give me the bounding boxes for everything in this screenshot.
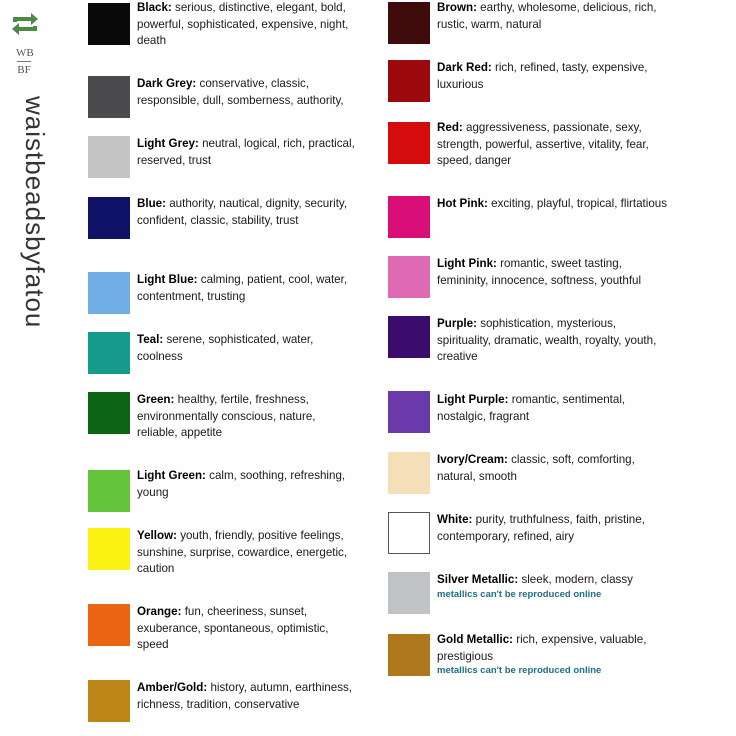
- color-name: Hot Pink:: [437, 197, 488, 210]
- color-swatch: [88, 604, 130, 646]
- color-description: [437, 512, 669, 545]
- color-swatch: [388, 316, 430, 358]
- color-swatch: [88, 680, 130, 722]
- color-meanings: serious, distinctive, elegant, bold, powerful, sophisticated, expensive, night, death: [137, 1, 349, 47]
- color-name: Purple:: [437, 317, 477, 330]
- color-meanings: authority, nautical, dignity, security, confident, classic, stability, trust: [137, 197, 348, 227]
- color-meanings: purity, truthfulness, faith, pristine, contemporary, refined, airy: [437, 513, 645, 543]
- color-meanings: calm, soothing, refreshing, young: [137, 469, 346, 499]
- color-name: Light Pink:: [437, 257, 497, 270]
- color-name: Orange:: [137, 605, 182, 618]
- color-swatch: [88, 470, 130, 512]
- color-swatch: [88, 76, 130, 118]
- color-swatch: [88, 3, 130, 45]
- color-meanings: romantic, sentimental, nostalgic, fragrant: [437, 393, 626, 423]
- color-meanings: sophistication, mysterious, spirituality, dramatic, wealth, royalty, youth, creative: [437, 317, 657, 363]
- color-description: [137, 196, 359, 229]
- logo-divider: [17, 61, 31, 62]
- color-swatch: [388, 452, 430, 494]
- color-swatch: [88, 392, 130, 434]
- color-name: White:: [437, 513, 473, 526]
- color-swatch: [88, 197, 130, 239]
- color-name: Yellow:: [137, 529, 177, 542]
- metallic-note: metallics can't be reproduced online: [437, 665, 602, 676]
- color-description: [437, 572, 669, 601]
- color-description: [437, 60, 669, 93]
- color-meanings: healthy, fertile, freshness, environmentally conscious, nature, reliable, appetite: [137, 393, 316, 439]
- color-swatch: [388, 391, 430, 433]
- color-description: [137, 528, 359, 578]
- color-description: [437, 452, 669, 485]
- color-swatch: [88, 332, 130, 374]
- color-meanings: serene, sophisticated, water, coolness: [137, 333, 314, 363]
- color-description: [137, 680, 359, 713]
- color-swatch: [388, 122, 430, 164]
- color-meanings: neutral, logical, rich, practical, reserved, trust: [137, 137, 355, 167]
- color-description: [137, 272, 359, 305]
- color-meanings: rich, expensive, valuable, prestigious: [437, 633, 647, 663]
- color-meanings: fun, cheeriness, sunset, exuberance, spontaneous, optimistic, speed: [137, 605, 329, 651]
- color-name: Red:: [437, 121, 463, 134]
- color-meaning-chart: [70, 0, 666, 736]
- color-name: Light Blue:: [137, 273, 198, 286]
- color-description: [437, 392, 669, 425]
- color-swatch: [88, 272, 130, 314]
- color-description: [137, 604, 359, 654]
- color-meanings: aggressiveness, passionate, sexy, strength, powerful, assertive, vitality, fear, speed, danger: [437, 121, 649, 167]
- color-swatch: [388, 634, 430, 676]
- color-name: Silver Metallic:: [437, 573, 519, 586]
- color-name: Blue:: [137, 197, 166, 210]
- color-description: [137, 0, 359, 50]
- color-name: Ivory/Cream:: [437, 453, 508, 466]
- color-swatch: [388, 572, 430, 614]
- color-meanings: history, autumn, earthiness, richness, tradition, conservative: [137, 681, 353, 711]
- brand-logo: [16, 46, 32, 77]
- color-swatch: [388, 196, 430, 238]
- color-description: [437, 632, 669, 677]
- color-name: Dark Grey:: [137, 77, 197, 90]
- color-name: Dark Red:: [437, 61, 492, 74]
- color-name: Brown:: [437, 1, 477, 14]
- color-description: [137, 76, 359, 109]
- color-description: [437, 256, 669, 289]
- logo-line-2: BF: [17, 64, 31, 76]
- color-swatch: [88, 136, 130, 178]
- color-swatch: [388, 256, 430, 298]
- color-meanings: classic, soft, comforting, natural, smooth: [437, 453, 635, 483]
- color-name: Gold Metallic:: [437, 633, 514, 646]
- color-meanings: romantic, sweet tasting, femininity, innocence, softness, youthful: [437, 257, 642, 287]
- color-meanings: sleek, modern, classy: [521, 573, 633, 586]
- color-name: Light Green:: [137, 469, 206, 482]
- repost-icon: [9, 10, 41, 38]
- color-meanings: earthy, wholesome, delicious, rich, rustic, warm, natural: [437, 1, 657, 31]
- color-name: Amber/Gold:: [137, 681, 208, 694]
- color-description: [137, 468, 359, 501]
- color-meanings: calming, patient, cool, water, contentment, trusting: [137, 273, 348, 303]
- color-swatch: [88, 528, 130, 570]
- color-swatch: [388, 60, 430, 102]
- color-description: [437, 316, 669, 366]
- logo-line-1: WB: [16, 47, 34, 59]
- color-meanings: exciting, playful, tropical, flirtatious: [491, 197, 668, 210]
- color-name: Black:: [137, 1, 172, 14]
- sidebar: [0, 0, 58, 736]
- color-description: [137, 136, 359, 169]
- color-meanings: rich, refined, tasty, expensive, luxurious: [437, 61, 648, 91]
- color-description: [437, 120, 669, 170]
- color-description: [137, 332, 359, 365]
- color-swatch: [388, 2, 430, 44]
- color-name: Green:: [137, 393, 175, 406]
- color-meanings: conservative, classic, responsible, dull, somberness, authority,: [137, 77, 344, 107]
- color-swatch: [388, 512, 430, 554]
- color-description: [437, 196, 669, 213]
- color-name: Light Grey:: [137, 137, 199, 150]
- color-meanings: youth, friendly, positive feelings, sunshine, surprise, cowardice, energetic, caution: [137, 529, 348, 575]
- account-handle: waistbeadsbyfatou: [20, 96, 50, 329]
- color-name: Light Purple:: [437, 393, 509, 406]
- color-name: Teal:: [137, 333, 164, 346]
- metallic-note: metallics can't be reproduced online: [437, 588, 602, 600]
- color-description: [137, 392, 359, 442]
- color-description: [437, 0, 669, 33]
